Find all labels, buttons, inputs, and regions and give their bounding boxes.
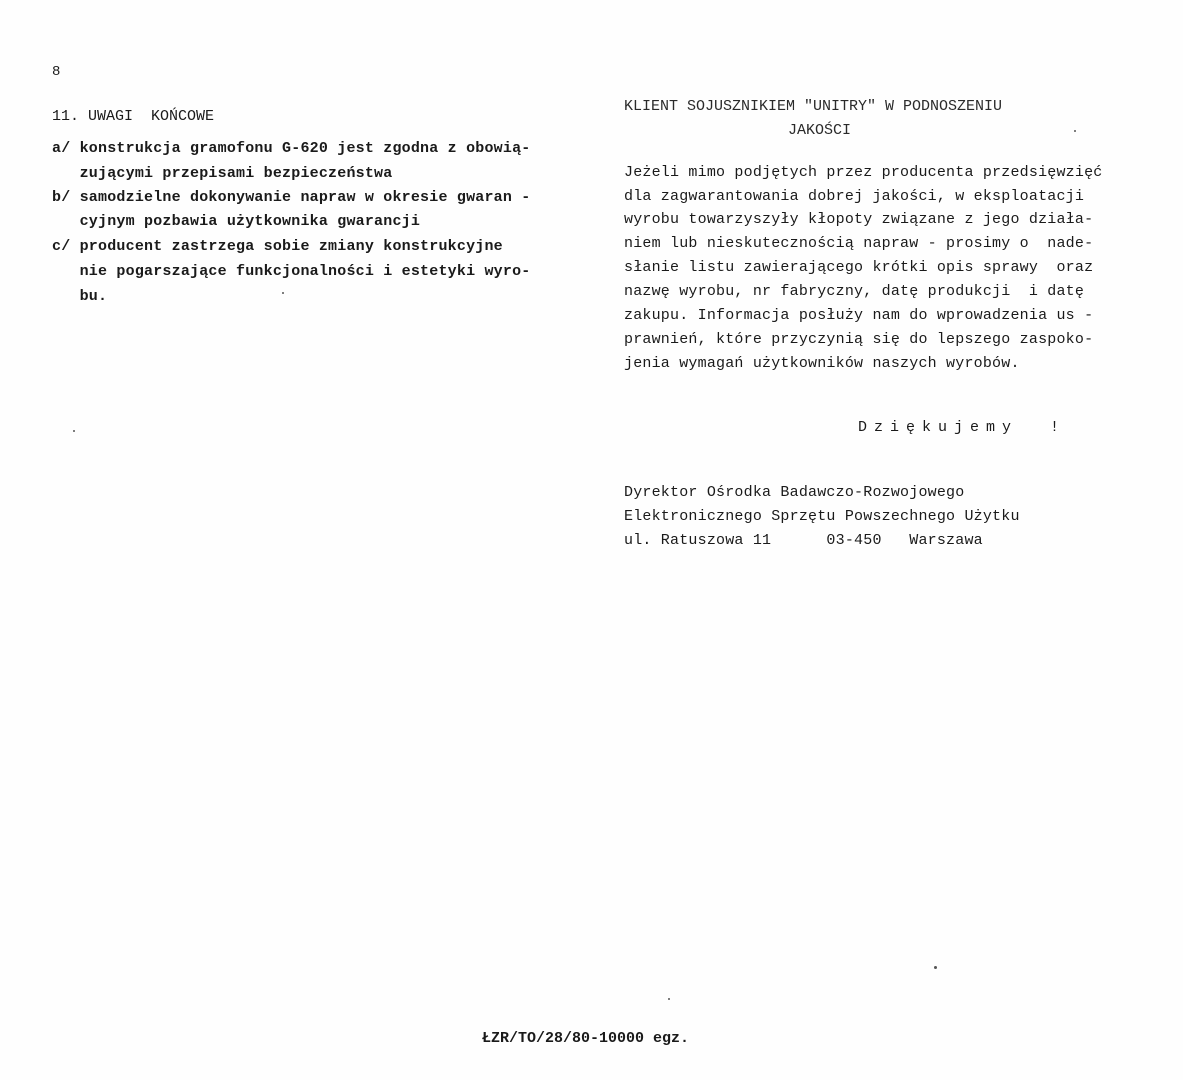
notice-body-line: Jeżeli mimo podjętych przez producenta przedsięwzięć xyxy=(624,164,1103,181)
section-item-line: b/ samodzielne dokonywanie napraw w okresie gwaran - xyxy=(52,189,531,206)
scan-speck xyxy=(668,998,670,1000)
notice-heading: KLIENT SOJUSZNIKIEM "UNITRY" W PODNOSZENIU xyxy=(624,98,1003,115)
signature-line: Elektronicznego Sprzętu Powszechnego Użytku xyxy=(624,508,1020,525)
section-item-line: a/ konstrukcja gramofonu G-620 jest zgodna z obowią- xyxy=(52,140,531,157)
signature-line: ul. Ratuszowa 11 03-450 Warszawa xyxy=(624,532,983,549)
signature-line: Dyrektor Ośrodka Badawczo-Rozwojowego xyxy=(624,484,965,501)
notice-body-line: słanie listu zawierającego krótki opis sprawy oraz xyxy=(624,259,1094,276)
section-item-line: c/ producent zastrzega sobie zmiany konstrukcyjne xyxy=(52,238,503,255)
notice-body-line: dla zagwarantowania dobrej jakości, w eksploatacji xyxy=(624,188,1085,205)
section-heading: 11. UWAGI KOŃCOWE xyxy=(52,108,215,125)
section-item-line: cyjnym pozbawia użytkownika gwarancji xyxy=(52,213,421,230)
notice-body-line: niem lub nieskutecznością napraw - prosimy o nade- xyxy=(624,235,1094,252)
section-item-line: nie pogarszające funkcjonalności i estetyki wyro- xyxy=(52,263,531,280)
scan-speck xyxy=(73,430,75,432)
notice-body-line: zakupu. Informacja posłuży nam do wprowadzenia us - xyxy=(624,307,1094,324)
notice-heading-continued: JAKOŚCI xyxy=(788,122,852,139)
notice-body-line: jenia wymagań użytkowników naszych wyrobów. xyxy=(624,355,1020,372)
thanks-text: Dziękujemy ! xyxy=(858,419,1067,436)
section-item-line: zującymi przepisami bezpieczeństwa xyxy=(52,165,393,182)
page-number: 8 xyxy=(52,64,61,80)
section-item-line: bu. xyxy=(52,288,108,305)
scan-speck xyxy=(934,966,937,969)
scan-speck xyxy=(282,292,284,294)
scan-speck xyxy=(1074,130,1076,132)
footer-print-code: ŁZR/TO/28/80-10000 egz. xyxy=(482,1030,690,1047)
notice-body-line: wyrobu towarzyszyły kłopoty związane z jego działa- xyxy=(624,211,1094,228)
notice-body-line: prawnień, które przyczynią się do lepszego zaspoko- xyxy=(624,331,1094,348)
notice-body-line: nazwę wyrobu, nr fabryczny, datę produkcji i datę xyxy=(624,283,1085,300)
